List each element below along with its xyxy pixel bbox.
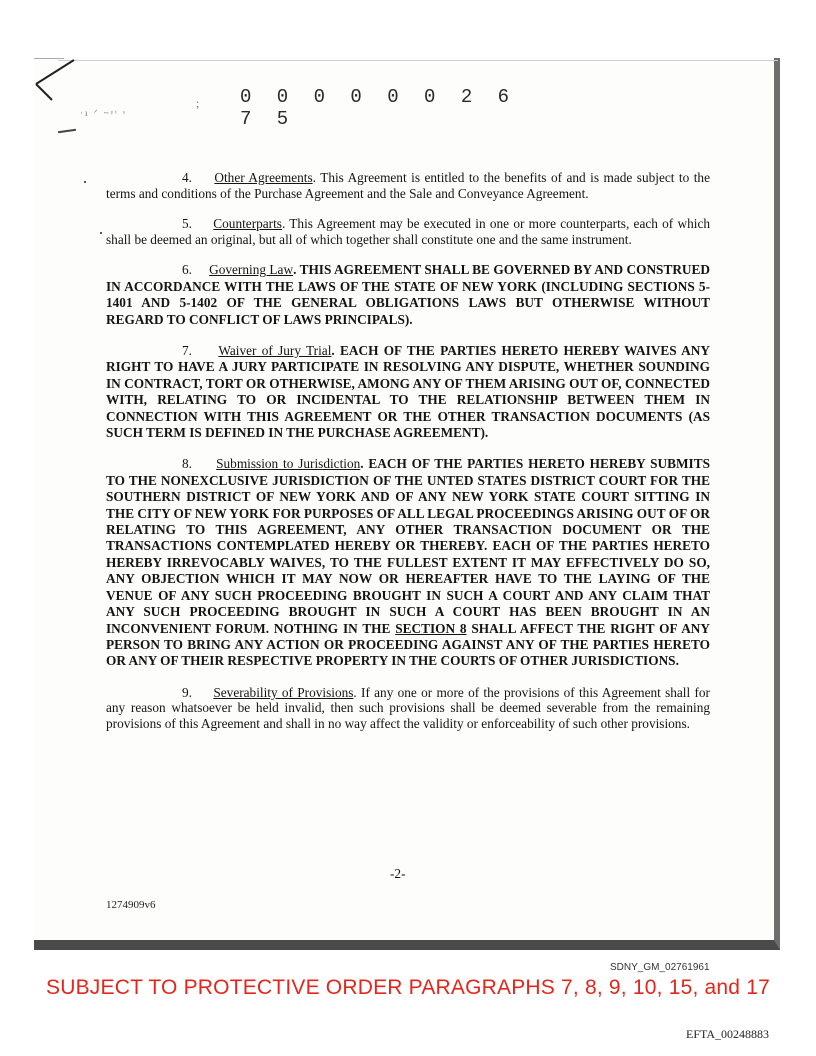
paragraph-governing-law <box>106 262 710 328</box>
paragraph-text: . This Agreement is entitled to the benefits of and is made subject to the terms and conditions of the Purchase Agreement and the Sale and Conveyance Agreement. <box>106 170 710 201</box>
handwritten-scribble: ·ı ᐟ ~ᵞᵗ ˢ <box>80 108 127 118</box>
paragraph-text: . EACH OF THE PARTIES HERETO HEREBY SUBMITS TO THE NONEXCLUSIVE JURISDICTION OF THE UNTED STATES DISTRICT COURT FOR THE SOUTHERN DISTRICT OF NEW YORK AND OF ANY NEW YORK STATE COURT SITTING IN THE CITY OF NEW YORK FOR PURPOSES OF ALL LEGAL PROCEEDINGS ARISING OUT OF OR RELATING TO THIS AGREEMENT, ANY OTHER TRANSACTION DOCUMENT OR THE TRANSACTIONS CONTEMPLATED HEREBY OR THEREBY. EACH OF THE PARTIES HERETO HEREBY IRREVOCABLY WAIVES, TO THE FULLEST EXTENT IT MAY EFFECTIVELY DO SO, ANY OBJECTION WHICH IT MAY NOW OR HEREAFTER HAVE TO THE LAYING OF THE VENUE OF ANY SUCH PROCEEDING BROUGHT IN SUCH A COURT AND ANY CLAIM THAT ANY SUCH PROCEEDING BROUGHT IN SUCH A COURT HAS BEEN BROUGHT IN AN INCONVENIENT FORUM. NOTHING IN THE <box>106 456 710 636</box>
bates-number: 0 0 0 0 0 0 2 6 7 5 <box>240 86 517 130</box>
margin-dot <box>84 181 86 183</box>
document-id: 1274909v6 <box>106 899 156 911</box>
paragraph-text: . If any one or more of the provisions of this Agreement shall for any reason whatsoever be held invalid, then such provisions shall be deemed severable from the remaining provisions of this Agreement and shall in no way affect the validity or enforceability of such other provisions. <box>106 684 710 731</box>
checkmark-scribble-icon <box>34 58 124 106</box>
paragraph-text: SHALL AFFECT THE RIGHT OF ANY PERSON TO BRING ANY ACTION OR PROCEEDING AGAINST ANY OF THE PARTIES HERETO OR ANY OF THEIR RESPECTIVE PROPERTY IN THE COURTS OF OTHER JURISDICTIONS. <box>106 620 711 669</box>
paragraph-text: . THIS AGREEMENT SHALL BE GOVERNED BY AND CONSTRUED IN ACCORDANCE WITH THE LAWS OF THE STATE OF NEW YORK (INCLUDING SECTIONS 5-1401 AND 5-1402 OF THE GENERAL OBLIGATIONS LAWS BUT OTHERWISE WITHOUT REGARD TO CONFLICT OF LAWS PRINCIPALS). <box>106 262 711 327</box>
paragraph-number: 4. <box>182 170 192 185</box>
protective-order-notice: SUBJECT TO PROTECTIVE ORDER PARAGRAPHS 7, 8, 9, 10, 15, and 17 <box>46 976 770 999</box>
paragraph-counterparts <box>106 216 710 247</box>
handwritten-mark: ; <box>196 96 200 110</box>
paragraph-heading: Governing Law <box>209 262 294 278</box>
sdny-bates-stamp: SDNY_GM_02761961 <box>610 962 710 973</box>
paragraph-text: . EACH OF THE PARTIES HERETO HEREBY WAIVES ANY RIGHT TO HAVE A JURY PARTICIPATE IN RESOLVING ANY DISPUTE, WHETHER SOUNDING IN CONTRACT, TORT OR OTHERWISE, AMONG ANY OF THEM ARISING OUT OF, CONNECTED WITH, RELATING TO OR INCIDENTAL TO THE RELATIONSHIP BETWEEN THEM IN CONNECTION WITH THIS AGREEMENT OR THE OTHER TRANSACTION DOCUMENTS (AS SUCH TERM IS DEFINED IN THE PURCHASE AGREEMENT). <box>106 343 710 441</box>
paragraph-heading: Waiver of Jury Trial <box>218 343 332 358</box>
paragraph-other-agreements <box>106 170 710 201</box>
paragraph-number: 8. <box>182 456 192 472</box>
paragraph-number: 5. <box>182 216 192 232</box>
paragraph-heading: Submission to Jurisdiction <box>216 456 361 472</box>
paragraph-waiver-of-jury-trial <box>106 343 710 441</box>
section-reference: SECTION 8 <box>395 620 467 636</box>
paragraph-heading: Counterparts <box>213 216 282 232</box>
agreement-body <box>106 170 710 747</box>
paragraph-number: 6. <box>182 262 192 278</box>
paragraph-number: 7. <box>182 343 192 358</box>
paragraph-heading: Other Agreements <box>214 170 313 185</box>
scan-edge-line <box>58 60 778 61</box>
paragraph-submission-to-jurisdiction <box>106 456 710 669</box>
paragraph-severability <box>106 685 710 732</box>
efta-stamp: EFTA_00248883 <box>686 1027 770 1041</box>
page-number: -2- <box>390 866 406 881</box>
margin-dot <box>100 232 102 234</box>
paragraph-text: . This Agreement may be executed in one or more counterparts, each of which shall be deemed an original, but all of which together shall constitute one and the same instrument. <box>106 216 710 247</box>
paragraph-number: 9. <box>182 684 192 700</box>
paragraph-heading: Severability of Provisions <box>213 684 354 700</box>
